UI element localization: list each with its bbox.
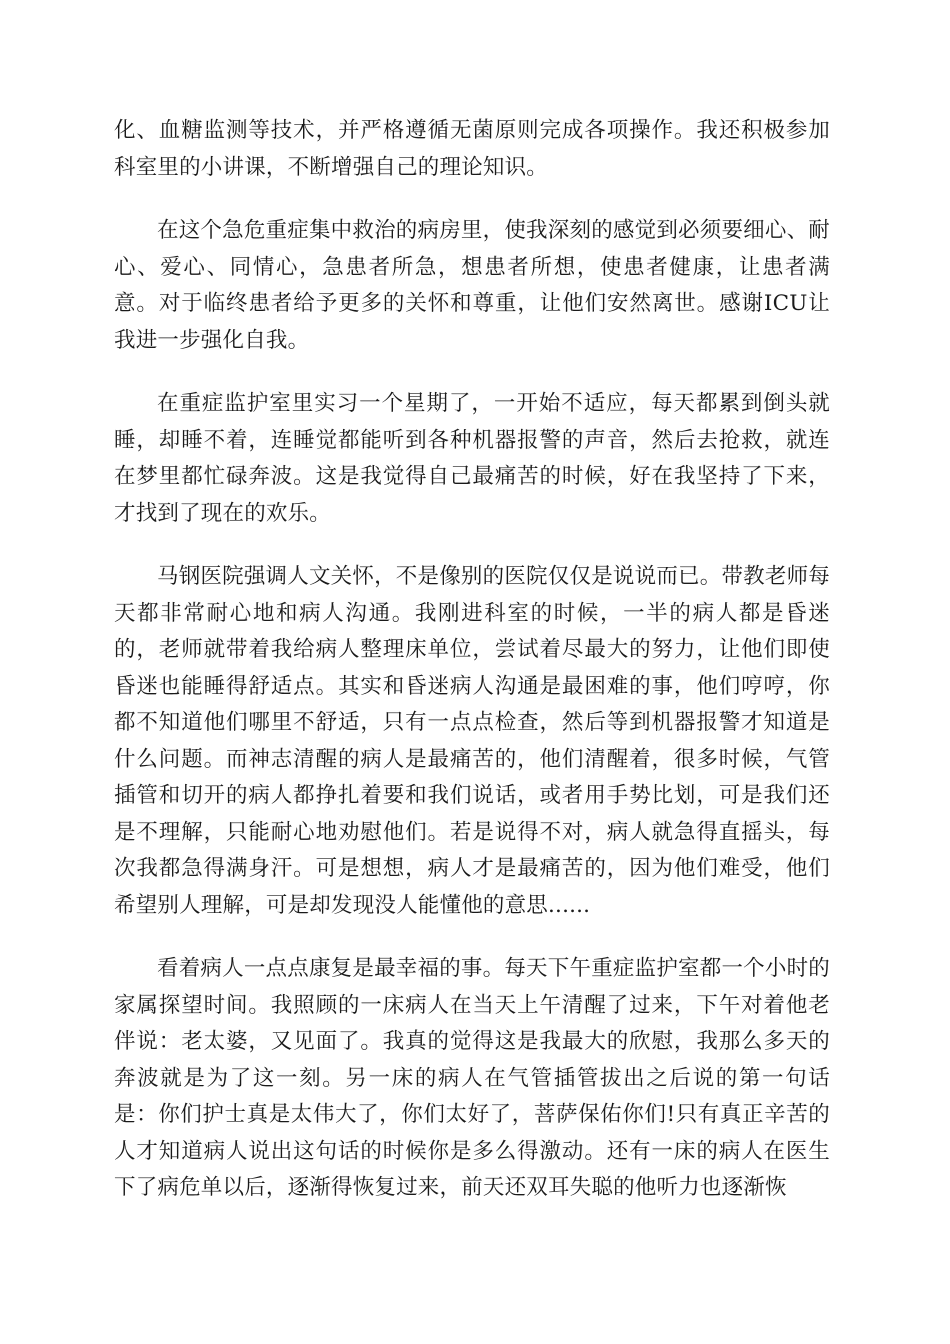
paragraph-1: 化、血糖监测等技术，并严格遵循无菌原则完成各项操作。我还积极参加科室里的小讲课，不断增强自己的理论知识。 <box>114 118 830 180</box>
paragraph-2: 在这个急危重症集中救治的病房里，使我深刻的感觉到必须要细心、耐心、爱心、同情心，急患者所急，想患者所想，使患者健康，让患者满意。对于临终患者给予更多的关怀和尊重，让他们安然离世。感谢ICU让我进一步强化自我。 <box>114 218 830 353</box>
paragraph-4: 马钢医院强调人文关怀，不是像别的医院仅仅是说说而已。带教老师每天都非常耐心地和病人沟通。我刚进科室的时候，一半的病人都是昏迷的，老师就带着我给病人整理床单位，尝试着尽最大的努力，让他们即使昏迷也能睡得舒适点。其实和昏迷病人沟通是最困难的事，他们哼哼，你都不知道他们哪里不舒适，只有一点点检查，然后等到机器报警才知道是什么问题。而神志清醒的病人是最痛苦的，他们清醒着，很多时候，气管插管和切开的病人都挣扎着要和我们说话，或者用手势比划，可是我们还是不理解，只能耐心地劝慰他们。若是说得不对，病人就急得直摇头，每次我都急得满身汗。可是想想，病人才是最痛苦的，因为他们难受，他们希望别人理解，可是却发现没人能懂他的意思...... <box>114 564 830 918</box>
document-body <box>114 113 830 1207</box>
paragraph-3: 在重症监护室里实习一个星期了，一开始不适应，每天都累到倒头就睡，却睡不着，连睡觉都能听到各种机器报警的声音，然后去抢救，就连在梦里都忙碌奔波。这是我觉得自己最痛苦的时候，好在我坚持了下来，才找到了现在的欢乐。 <box>114 391 830 526</box>
paragraph-5: 看着病人一点点康复是最幸福的事。每天下午重症监护室都一个小时的家属探望时间。我照顾的一床病人在当天上午清醒了过来，下午对着他老伴说：老太婆，又见面了。我真的觉得这是我最大的欣慰，我那么多天的奔波就是为了这一刻。另一床的病人在气管插管拔出之后说的第一句话是：你们护士真是太伟大了，你们太好了，菩萨保佑你们!只有真正辛苦的人才知道病人说出这句话的时候你是多么得激动。还有一床的病人在医生下了病危单以后，逐渐得恢复过来，前天还双耳失聪的他听力也逐渐恢 <box>114 956 830 1200</box>
